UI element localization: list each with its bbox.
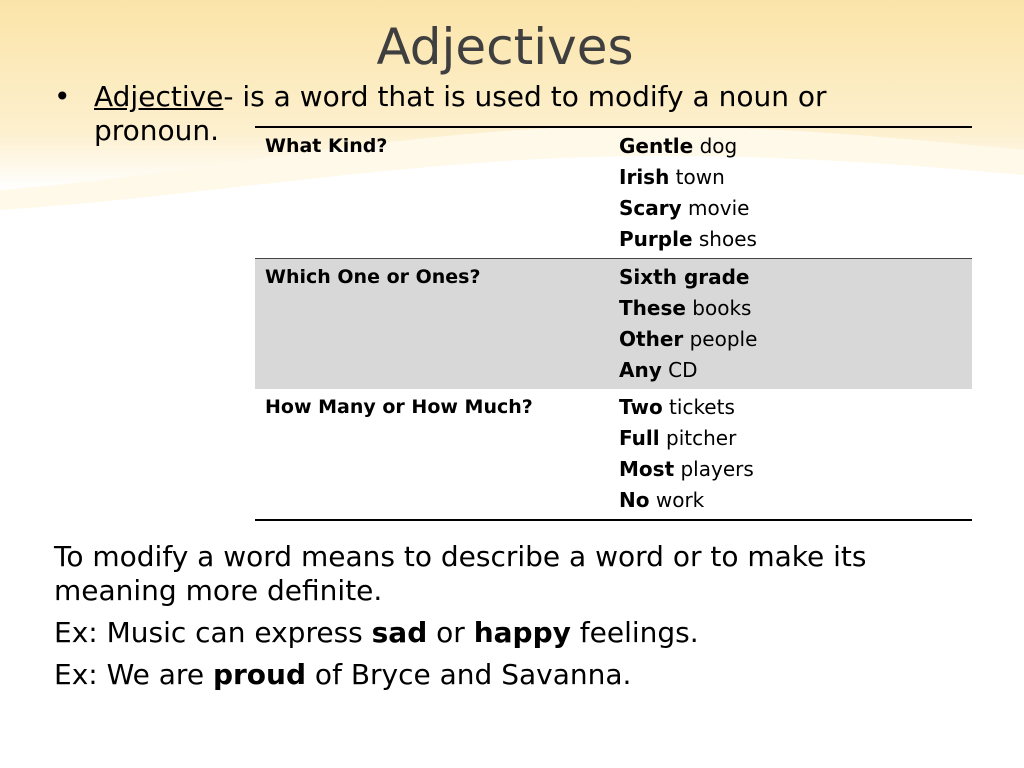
slide-title: Adjectives bbox=[376, 18, 634, 76]
table-row bbox=[255, 259, 972, 390]
examples-cell bbox=[609, 127, 972, 259]
table-row bbox=[255, 389, 972, 520]
example-line: Gentle dog bbox=[619, 134, 738, 158]
table-row bbox=[255, 127, 972, 259]
modify-definition: To modify a word means to describe a word or to make its meaning more definite. bbox=[54, 540, 867, 607]
example-line: These books bbox=[619, 296, 752, 320]
bullet-dot-icon: • bbox=[54, 80, 71, 113]
term-adjective: Adjective bbox=[94, 80, 224, 113]
example-line: Sixth grade bbox=[619, 265, 750, 289]
example-line: Any CD bbox=[619, 358, 698, 382]
example-line: No work bbox=[619, 488, 705, 512]
examples-cell bbox=[609, 259, 972, 390]
example-line: Other people bbox=[619, 327, 758, 351]
example-line: Full pitcher bbox=[619, 426, 737, 450]
category-cell: What Kind? bbox=[265, 135, 388, 157]
example-line: Most players bbox=[619, 457, 754, 481]
category-cell: How Many or How Much? bbox=[265, 396, 533, 418]
examples-cell bbox=[609, 389, 972, 520]
adjective-types-table bbox=[255, 126, 972, 521]
example-line: Two tickets bbox=[619, 395, 735, 419]
body-text bbox=[54, 540, 954, 700]
example-line: Scary movie bbox=[619, 196, 750, 220]
example-sentence-1: Ex: Music can express sad or happy feelings. bbox=[54, 616, 699, 649]
example-sentence-2: Ex: We are proud of Bryce and Savanna. bbox=[54, 658, 632, 691]
example-line: Irish town bbox=[619, 165, 725, 189]
example-line: Purple shoes bbox=[619, 227, 757, 251]
definition-body: - is a word that is used to modify a noun or pronoun. bbox=[94, 80, 827, 147]
category-cell: Which One or Ones? bbox=[265, 266, 481, 288]
